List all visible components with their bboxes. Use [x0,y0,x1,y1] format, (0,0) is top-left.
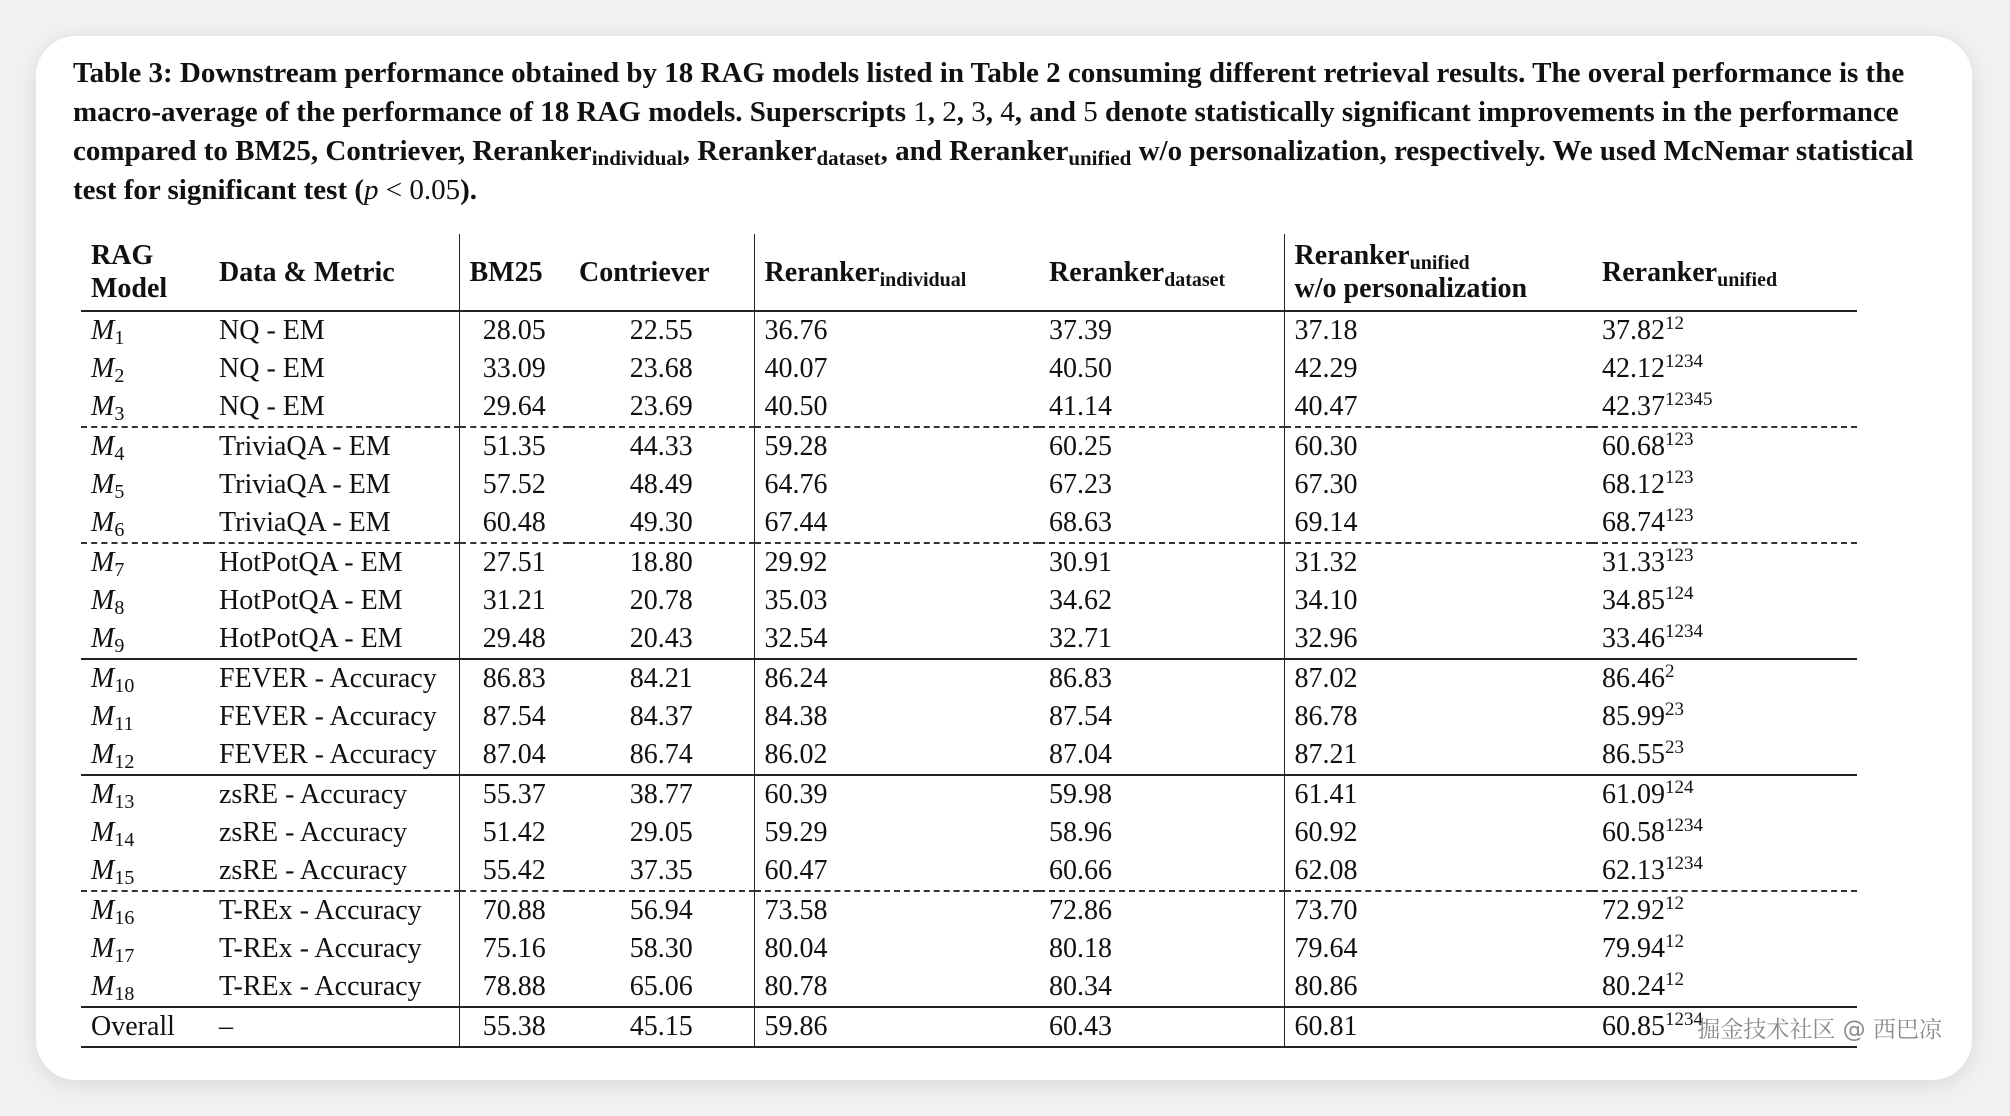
reranker-individual-cell: 40.07 [764,353,828,384]
table-row [81,504,1857,543]
reranker-individual-cell: 64.76 [764,469,828,500]
reranker-wo-personalization-cell: 60.81 [1284,1007,1592,1047]
reranker-wo-personalization-cell: 34.10 [1294,585,1358,616]
reranker-individual-cell: 35.03 [764,585,828,616]
data-metric-cell: HotPotQA - EM [209,620,459,659]
table-row [81,930,1857,968]
reranker-unified-cell: 86.55$^{23}$ [1602,737,1684,770]
header-data-metric: Data & Metric [209,234,459,311]
model-cell: $M_6$ [91,507,125,541]
data-metric-cell: FEVER - Accuracy [209,659,459,698]
table-caption: Table 3: Downstream performance obtained by 18 RAG models listed in Table 2 consuming different retrieval results. The overal performance is the macro-average of the performance of 18 RAG models. Superscripts 1, 2, 3, 4, and 5 denote statistically significant improvements in the performance compared to BM25, Contriever, Reranker$_{individual}$, Reranker$_{dataset}$, and Reranker$_{unified}$ w/o personalization, respectively. We used McNemar statistical test for significant test (p < 0.05). [73,57,1914,206]
reranker-wo-personalization-cell: 42.29 [1294,353,1358,384]
bm25-cell: 33.09 [482,353,546,384]
table-row [81,968,1857,1007]
reranker-wo-personalization-cell: 69.14 [1294,507,1358,538]
reranker-dataset-cell: 34.62 [1039,582,1284,620]
reranker-individual-cell: 59.28 [754,427,1039,466]
table-row [81,388,1857,427]
model-cell: $M_8$ [91,585,125,619]
data-metric-cell: zsRE - Accuracy [209,814,459,852]
contriever-cell: 56.94 [569,891,754,930]
reranker-wo-personalization-cell: 37.18 [1294,315,1358,346]
reranker-wo-personalization-cell: 60.30 [1284,427,1592,466]
data-metric-cell: T-REx - Accuracy [209,968,459,1007]
bm25-cell: 57.52 [482,469,546,500]
contriever-cell: 86.74 [569,736,754,775]
reranker-unified-cell: 37.82$^{12}$ [1602,313,1684,346]
contriever-cell: 20.78 [569,582,754,620]
model-cell: $M_{12}$ [91,739,135,773]
reranker-unified-cell: 68.12$^{123}$ [1602,467,1694,500]
reranker-dataset-cell: 60.43 [1039,1007,1284,1047]
reranker-unified-cell: 31.33$^{123}$ [1592,543,1857,582]
data-metric-cell: zsRE - Accuracy [209,852,459,891]
results-table [81,234,1857,1048]
bm25-cell: 78.88 [482,971,546,1002]
reranker-individual-cell: 40.50 [764,391,828,422]
reranker-dataset-cell: 58.96 [1039,814,1284,852]
contriever-cell: 65.06 [569,968,754,1007]
reranker-wo-personalization-cell: 86.78 [1294,701,1358,732]
reranker-individual-cell: 29.92 [754,543,1039,582]
reranker-individual-cell: 59.86 [754,1007,1039,1047]
contriever-cell: 48.49 [569,466,754,504]
table-body [81,311,1857,1047]
reranker-wo-personalization-cell: 32.96 [1294,623,1358,654]
bm25-cell: 60.48 [482,507,546,538]
table-row [81,466,1857,504]
reranker-dataset-cell: 72.86 [1039,891,1284,930]
reranker-wo-personalization-cell: 60.92 [1294,817,1358,848]
reranker-wo-personalization-cell: 73.70 [1284,891,1592,930]
table-row [81,543,1857,582]
reranker-unified-cell: 60.68$^{123}$ [1592,427,1857,466]
table-row [81,311,1857,350]
bm25-cell: 55.38 [459,1007,569,1047]
paper-card [36,36,1972,1080]
reranker-unified-cell: $42.12^{1234}$ [1602,351,1703,384]
reranker-wo-personalization-cell: 40.47 [1294,391,1358,422]
bm25-cell: 31.21 [482,585,546,616]
bm25-cell: 51.42 [482,817,546,848]
reranker-dataset-cell: 32.71 [1039,620,1284,659]
overall-row [81,1007,1857,1047]
reranker-individual-cell: 60.47 [764,855,828,886]
reranker-dataset-cell: 41.14 [1039,388,1284,427]
reranker-wo-personalization-cell: 80.86 [1294,971,1358,1002]
model-cell: $M_3$ [91,391,125,425]
bm25-cell: 51.35 [459,427,569,466]
bm25-cell: 28.05 [482,315,546,346]
reranker-individual-cell: 36.76 [764,315,828,346]
bm25-cell: 55.37 [459,775,569,814]
data-metric-cell: zsRE - Accuracy [209,775,459,814]
bm25-cell: 27.51 [459,543,569,582]
contriever-cell: 23.68 [569,350,754,388]
header-reranker-dataset: Reranker$_{dataset}$ [1039,234,1284,311]
reranker-wo-personalization-cell: 67.30 [1294,469,1358,500]
table-row [81,427,1857,466]
model-cell: $M_5$ [91,469,125,503]
contriever-cell: 22.55 [569,311,754,350]
reranker-wo-personalization-cell: 87.02 [1284,659,1592,698]
reranker-dataset-cell: 87.54 [1039,698,1284,736]
contriever-cell: 37.35 [569,852,754,891]
reranker-individual-cell: 80.04 [764,933,828,964]
bm25-cell: 70.88 [459,891,569,930]
reranker-unified-cell: $33.46^{1234}$ [1602,621,1703,654]
contriever-cell: 44.33 [569,427,754,466]
watermark: 掘金技术社区 @ 西巴凉 [1697,1017,1942,1043]
reranker-dataset-cell: 87.04 [1039,736,1284,775]
contriever-cell: 58.30 [569,930,754,968]
contriever-cell: 84.37 [569,698,754,736]
reranker-dataset-cell: 80.34 [1039,968,1284,1007]
reranker-dataset-cell: 40.50 [1039,350,1284,388]
data-metric-cell: NQ - EM [209,388,459,427]
reranker-dataset-cell: 37.39 [1039,311,1284,350]
reranker-unified-cell: 80.24$^{12}$ [1602,969,1684,1002]
reranker-unified-cell: 86.46$^2$ [1592,659,1857,698]
reranker-wo-personalization-cell: 31.32 [1284,543,1592,582]
contriever-cell: 23.69 [569,388,754,427]
contriever-cell: 38.77 [569,775,754,814]
model-cell: $M_9$ [91,623,125,657]
reranker-wo-personalization-cell: 87.21 [1294,739,1358,770]
reranker-dataset-cell: 60.66 [1039,852,1284,891]
reranker-unified-cell: $42.37^{12345}$ [1602,389,1713,422]
table-row [81,852,1857,891]
reranker-unified-cell: 79.94$^{12}$ [1602,931,1684,964]
bm25-cell: 86.83 [459,659,569,698]
model-cell: $M_{16}$ [81,891,209,930]
contriever-cell: 18.80 [569,543,754,582]
contriever-cell: 29.05 [569,814,754,852]
header-contriever: Contriever [569,234,754,311]
data-metric-cell: FEVER - Accuracy [209,736,459,775]
data-metric-cell: HotPotQA - EM [209,543,459,582]
reranker-unified-cell: $60.85^{1234}$ [1592,1007,1857,1047]
reranker-individual-cell: 32.54 [764,623,828,654]
table-row [81,582,1857,620]
reranker-individual-cell: 59.29 [764,817,828,848]
header-bm25: BM25 [459,234,569,311]
reranker-individual-cell: 67.44 [764,507,828,538]
header-reranker-wo-personalization: Reranker$_{unified}$ w/o personalization [1284,234,1592,311]
table-row [81,891,1857,930]
model-cell: $M_{11}$ [91,701,134,735]
reranker-dataset-cell: 30.91 [1039,543,1284,582]
contriever-cell: 45.15 [569,1007,754,1047]
model-cell: $M_2$ [91,353,125,387]
reranker-individual-cell: 60.39 [754,775,1039,814]
table-row [81,736,1857,775]
data-metric-cell: FEVER - Accuracy [209,698,459,736]
reranker-wo-personalization-cell: 62.08 [1294,855,1358,886]
header-rag-model: RAG Model [81,234,209,311]
data-metric-cell: TriviaQA - EM [209,466,459,504]
reranker-individual-cell: 86.24 [754,659,1039,698]
contriever-cell: 84.21 [569,659,754,698]
header-reranker-individual: Reranker$_{individual}$ [754,234,1039,311]
overall-label-cell: Overall [81,1007,209,1047]
data-metric-cell: T-REx - Accuracy [209,930,459,968]
data-metric-cell: NQ - EM [209,311,459,350]
model-cell: $M_{14}$ [91,817,135,851]
model-cell: $M_{13}$ [81,775,209,814]
model-cell: $M_{17}$ [91,933,135,967]
model-cell: $M_{18}$ [91,971,135,1005]
data-metric-cell: – [209,1007,459,1047]
model-cell: $M_{10}$ [81,659,209,698]
reranker-dataset-cell: 80.18 [1039,930,1284,968]
reranker-unified-cell: $60.58^{1234}$ [1602,815,1703,848]
bm25-cell: 29.64 [482,391,546,422]
reranker-dataset-cell: 67.23 [1039,466,1284,504]
bm25-cell: 87.04 [482,739,546,770]
reranker-dataset-cell: 68.63 [1039,504,1284,543]
contriever-cell: 20.43 [569,620,754,659]
reranker-individual-cell: 86.02 [764,739,828,770]
reranker-wo-personalization-cell: 61.41 [1284,775,1592,814]
table-row [81,659,1857,698]
reranker-individual-cell: 80.78 [764,971,828,1002]
reranker-unified-cell: 85.99$^{23}$ [1602,699,1684,732]
data-metric-cell: TriviaQA - EM [209,504,459,543]
bm25-cell: 55.42 [482,855,546,886]
model-cell: $M_1$ [91,315,125,349]
reranker-unified-cell: 34.85$^{124}$ [1602,583,1694,616]
reranker-individual-cell: 84.38 [764,701,828,732]
table-row [81,775,1857,814]
reranker-individual-cell: 73.58 [754,891,1039,930]
reranker-dataset-cell: 60.25 [1039,427,1284,466]
model-cell: $M_4$ [81,427,209,466]
model-cell: $M_{15}$ [91,855,135,889]
reranker-unified-cell: 72.92$^{12}$ [1592,891,1857,930]
bm25-cell: 29.48 [482,623,546,654]
data-metric-cell: T-REx - Accuracy [209,891,459,930]
reranker-unified-cell: 68.74$^{123}$ [1602,505,1694,538]
table-row [81,620,1857,659]
table-header-row [81,234,1857,311]
bm25-cell: 87.54 [482,701,546,732]
table-row [81,814,1857,852]
reranker-unified-cell: $62.13^{1234}$ [1602,853,1703,886]
reranker-dataset-cell: 86.83 [1039,659,1284,698]
reranker-dataset-cell: 59.98 [1039,775,1284,814]
data-metric-cell: NQ - EM [209,350,459,388]
header-reranker-unified: Reranker$_{unified}$ [1592,234,1857,311]
table-row [81,350,1857,388]
table-row [81,698,1857,736]
contriever-cell: 49.30 [569,504,754,543]
model-cell: $M_7$ [81,543,209,582]
data-metric-cell: TriviaQA - EM [209,427,459,466]
reranker-unified-cell: 61.09$^{124}$ [1592,775,1857,814]
bm25-cell: 75.16 [482,933,546,964]
reranker-wo-personalization-cell: 79.64 [1294,933,1358,964]
data-metric-cell: HotPotQA - EM [209,582,459,620]
